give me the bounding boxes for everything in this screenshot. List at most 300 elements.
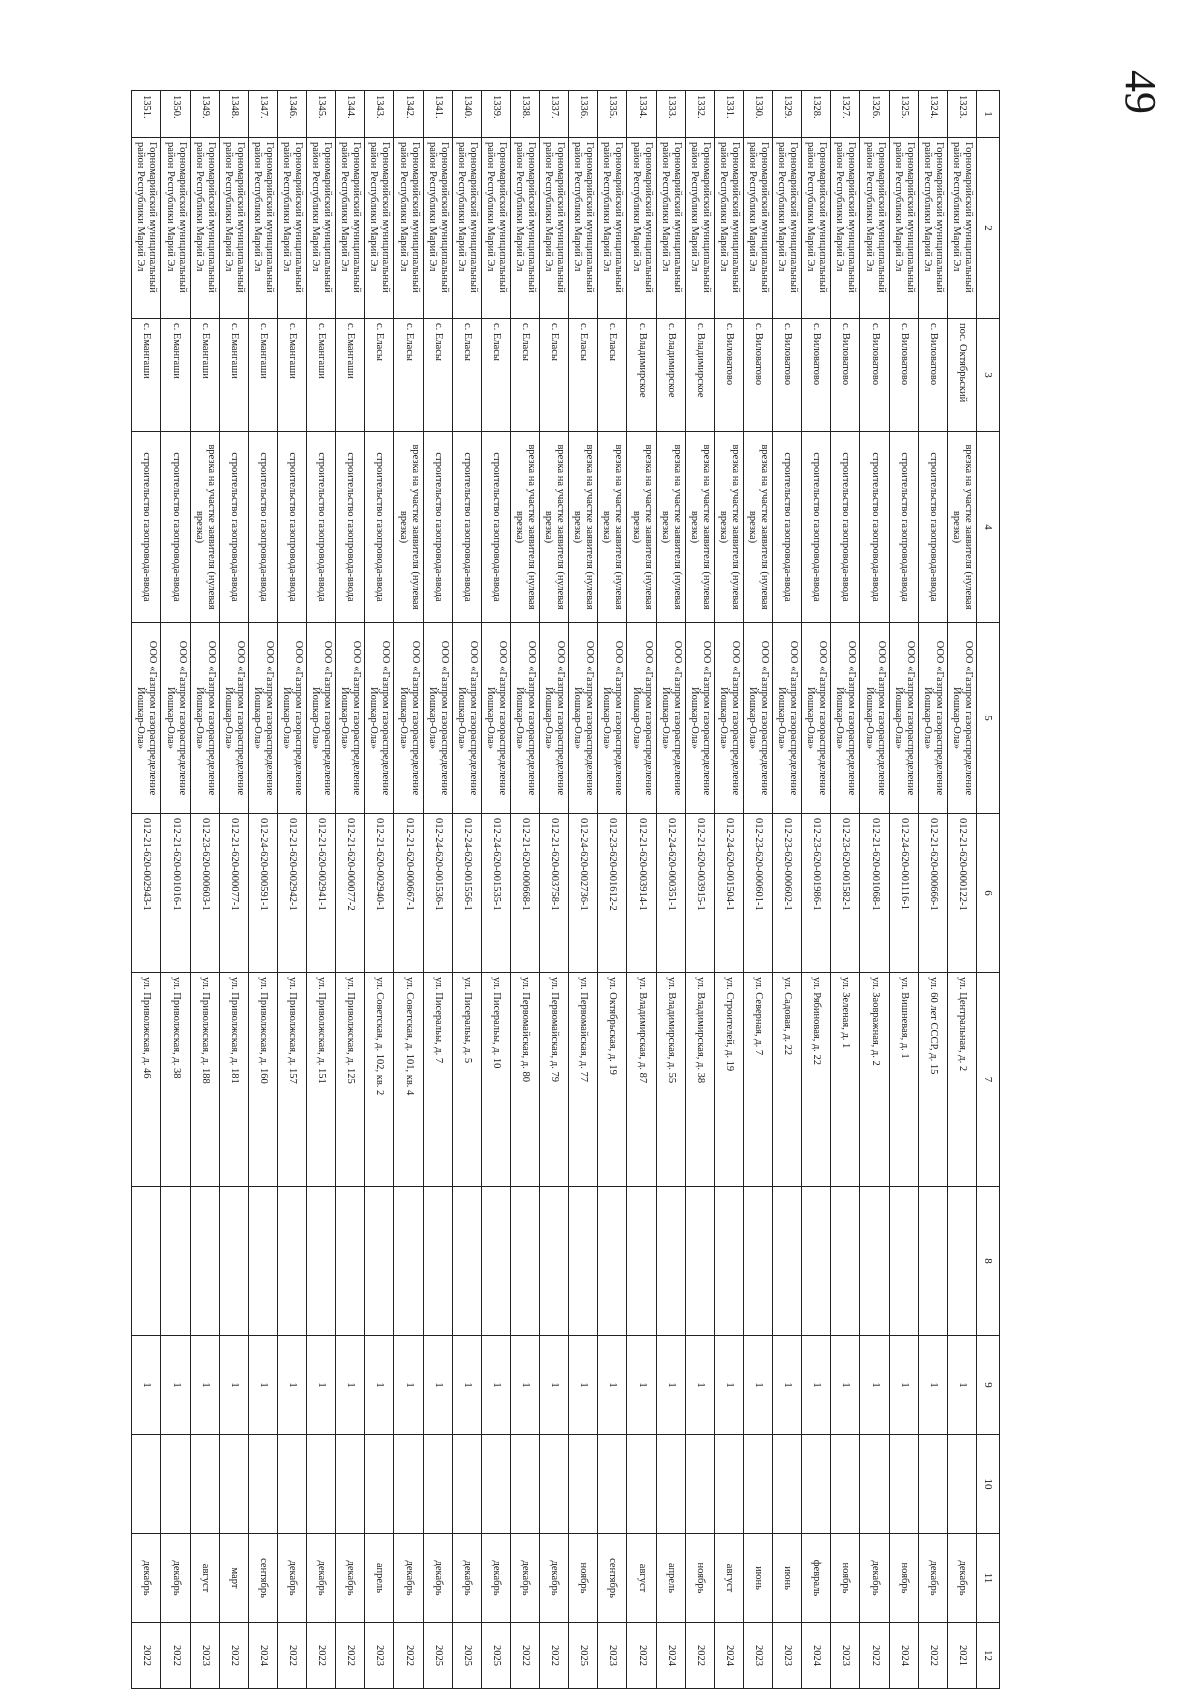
settlement-cell: с. Виловатово	[918, 319, 947, 432]
application-code-cell: 012-21-620-000667-1	[394, 814, 423, 973]
month-cell: апрель	[365, 1534, 394, 1623]
month-cell: ноябрь	[889, 1534, 918, 1623]
month-cell: декабрь	[511, 1534, 540, 1623]
application-code-cell: 012-23-620-000601-1	[744, 814, 773, 973]
column-10-cell	[656, 1435, 685, 1534]
organization-cell: ООО «Газпром газораспределение Йошкар-Ола»	[831, 623, 860, 814]
column-number-row	[977, 91, 1000, 1689]
quantity-cell: 1	[394, 1336, 423, 1435]
row-number: 1345.	[307, 91, 336, 138]
column-header-4: 4	[977, 432, 1000, 623]
column-10-cell	[132, 1435, 161, 1534]
year-cell: 2025	[481, 1623, 510, 1689]
application-code-cell: 012-21-620-002941-1	[307, 814, 336, 973]
quantity-cell: 1	[685, 1336, 714, 1435]
column-8-cell	[132, 1187, 161, 1336]
quantity-cell: 1	[423, 1336, 452, 1435]
month-cell: декабрь	[918, 1534, 947, 1623]
district-cell: Горномарийский муниципальный район Республики Марий Эл	[831, 138, 860, 319]
month-cell: декабрь	[278, 1534, 307, 1623]
district-cell: Горномарийский муниципальный район Республики Марий Эл	[685, 138, 714, 319]
column-10-cell	[307, 1435, 336, 1534]
year-cell: 2021	[947, 1623, 976, 1689]
column-10-cell	[744, 1435, 773, 1534]
month-cell: ноябрь	[831, 1534, 860, 1623]
column-8-cell	[219, 1187, 248, 1336]
application-code-cell: 012-21-620-003915-1	[685, 814, 714, 973]
month-cell: декабрь	[860, 1534, 889, 1623]
table-row	[773, 91, 802, 1689]
column-10-cell	[452, 1435, 481, 1534]
year-cell: 2022	[627, 1623, 656, 1689]
year-cell: 2024	[889, 1623, 918, 1689]
month-cell: июнь	[773, 1534, 802, 1623]
work-type-cell: врезка на участке заявителя (нулевая врезка)	[190, 432, 219, 623]
column-header-2: 2	[977, 138, 1000, 319]
work-type-cell: врезка на участке заявителя (нулевая врезка)	[540, 432, 569, 623]
quantity-cell: 1	[219, 1336, 248, 1435]
column-8-cell	[714, 1187, 743, 1336]
work-type-cell: врезка на участке заявителя (нулевая врезка)	[744, 432, 773, 623]
row-number: 1327.	[831, 91, 860, 138]
settlement-cell: с. Емангаши	[248, 319, 277, 432]
work-type-cell: строительство газопровода-ввода	[365, 432, 394, 623]
column-8-cell	[248, 1187, 277, 1336]
work-type-cell: врезка на участке заявителя (нулевая врезка)	[656, 432, 685, 623]
table-row	[831, 91, 860, 1689]
quantity-cell: 1	[598, 1336, 627, 1435]
settlement-cell: с. Емангаши	[219, 319, 248, 432]
work-type-cell: врезка на участке заявителя (нулевая врезка)	[569, 432, 598, 623]
organization-cell: ООО «Газпром газораспределение Йошкар-Ола»	[918, 623, 947, 814]
column-header-7: 7	[977, 973, 1000, 1187]
district-cell: Горномарийский муниципальный район Республики Марий Эл	[918, 138, 947, 319]
table-row	[714, 91, 743, 1689]
column-8-cell	[190, 1187, 219, 1336]
column-8-cell	[481, 1187, 510, 1336]
table-row	[569, 91, 598, 1689]
column-8-cell	[918, 1187, 947, 1336]
row-number: 1331.	[714, 91, 743, 138]
column-header-11: 11	[977, 1534, 1000, 1623]
column-8-cell	[773, 1187, 802, 1336]
row-number: 1324.	[918, 91, 947, 138]
organization-cell: ООО «Газпром газораспределение Йошкар-Ола»	[802, 623, 831, 814]
work-type-cell: врезка на участке заявителя (нулевая врезка)	[511, 432, 540, 623]
application-code-cell: 012-21-620-000077-2	[336, 814, 365, 973]
column-10-cell	[918, 1435, 947, 1534]
work-type-cell: врезка на участке заявителя (нулевая врезка)	[394, 432, 423, 623]
work-type-cell: врезка на участке заявителя (нулевая врезка)	[685, 432, 714, 623]
column-10-cell	[860, 1435, 889, 1534]
column-8-cell	[598, 1187, 627, 1336]
organization-cell: ООО «Газпром газораспределение Йошкар-Ола»	[744, 623, 773, 814]
column-header-5: 5	[977, 623, 1000, 814]
work-type-cell: строительство газопровода-ввода	[452, 432, 481, 623]
row-number: 1344.	[336, 91, 365, 138]
organization-cell: ООО «Газпром газораспределение Йошкар-Ола»	[219, 623, 248, 814]
column-10-cell	[540, 1435, 569, 1534]
column-header-8: 8	[977, 1187, 1000, 1336]
column-header-12: 12	[977, 1623, 1000, 1689]
table-row	[598, 91, 627, 1689]
month-cell: июнь	[744, 1534, 773, 1623]
row-number: 1342.	[394, 91, 423, 138]
organization-cell: ООО «Газпром газораспределение Йошкар-Ола»	[656, 623, 685, 814]
column-8-cell	[336, 1187, 365, 1336]
application-code-cell: 012-23-620-001986-1	[802, 814, 831, 973]
settlement-cell: с. Владимирское	[685, 319, 714, 432]
application-code-cell: 012-24-620-002736-1	[569, 814, 598, 973]
month-cell: ноябрь	[685, 1534, 714, 1623]
organization-cell: ООО «Газпром газораспределение Йошкар-Ола»	[423, 623, 452, 814]
year-cell: 2022	[336, 1623, 365, 1689]
column-8-cell	[744, 1187, 773, 1336]
table-row	[656, 91, 685, 1689]
district-cell: Горномарийский муниципальный район Республики Марий Эл	[219, 138, 248, 319]
work-type-cell: строительство газопровода-ввода	[481, 432, 510, 623]
table-row	[161, 91, 190, 1689]
application-code-cell: 012-21-620-000122-1	[947, 814, 976, 973]
work-type-cell: строительство газопровода-ввода	[278, 432, 307, 623]
district-cell: Горномарийский муниципальный район Республики Марий Эл	[773, 138, 802, 319]
application-code-cell: 012-21-620-002943-1	[132, 814, 161, 973]
quantity-cell: 1	[336, 1336, 365, 1435]
settlement-cell: с. Емангаши	[132, 319, 161, 432]
row-number: 1333.	[656, 91, 685, 138]
year-cell: 2023	[744, 1623, 773, 1689]
address-cell: ул. Приволжская, д. 151	[307, 973, 336, 1187]
work-type-cell: строительство газопровода-ввода	[860, 432, 889, 623]
column-8-cell	[540, 1187, 569, 1336]
month-cell: август	[190, 1534, 219, 1623]
organization-cell: ООО «Газпром газораспределение Йошкар-Ола»	[947, 623, 976, 814]
column-10-cell	[598, 1435, 627, 1534]
year-cell: 2024	[802, 1623, 831, 1689]
year-cell: 2023	[190, 1623, 219, 1689]
column-8-cell	[627, 1187, 656, 1336]
address-cell: ул. Приволжская, д. 38	[161, 973, 190, 1187]
organization-cell: ООО «Газпром газораспределение Йошкар-Ола»	[714, 623, 743, 814]
table-row	[452, 91, 481, 1689]
year-cell: 2024	[656, 1623, 685, 1689]
settlement-cell: с. Виловатово	[802, 319, 831, 432]
quantity-cell: 1	[511, 1336, 540, 1435]
month-cell: декабрь	[452, 1534, 481, 1623]
application-code-cell: 012-24-620-000351-1	[656, 814, 685, 973]
district-cell: Горномарийский муниципальный район Республики Марий Эл	[889, 138, 918, 319]
year-cell: 2022	[219, 1623, 248, 1689]
district-cell: Горномарийский муниципальный район Республики Марий Эл	[569, 138, 598, 319]
year-cell: 2022	[132, 1623, 161, 1689]
work-type-cell: строительство газопровода-ввода	[802, 432, 831, 623]
year-cell: 2022	[918, 1623, 947, 1689]
address-cell: ул. Владимирская, д. 55	[656, 973, 685, 1187]
organization-cell: ООО «Газпром газораспределение Йошкар-Ола»	[336, 623, 365, 814]
month-cell: декабрь	[161, 1534, 190, 1623]
column-10-cell	[190, 1435, 219, 1534]
table-row	[802, 91, 831, 1689]
address-cell: ул. Рябиновая, д. 22	[802, 973, 831, 1187]
column-10-cell	[248, 1435, 277, 1534]
work-type-cell: врезка на участке заявителя (нулевая врезка)	[627, 432, 656, 623]
application-code-cell: 012-21-620-001016-1	[161, 814, 190, 973]
work-type-cell: строительство газопровода-ввода	[918, 432, 947, 623]
address-cell: ул. Первомайская, д. 77	[569, 973, 598, 1187]
table-row	[278, 91, 307, 1689]
organization-cell: ООО «Газпром газораспределение Йошкар-Ола»	[569, 623, 598, 814]
address-cell: ул. Приволжская, д. 157	[278, 973, 307, 1187]
district-cell: Горномарийский муниципальный район Республики Марий Эл	[161, 138, 190, 319]
month-cell: сентябрь	[248, 1534, 277, 1623]
organization-cell: ООО «Газпром газораспределение Йошкар-Ола»	[307, 623, 336, 814]
application-code-cell: 012-23-620-001582-1	[831, 814, 860, 973]
application-code-cell: 012-21-620-000668-1	[511, 814, 540, 973]
month-cell: декабрь	[481, 1534, 510, 1623]
application-code-cell: 012-21-620-000077-1	[219, 814, 248, 973]
district-cell: Горномарийский муниципальный район Республики Марий Эл	[802, 138, 831, 319]
table-row	[685, 91, 714, 1689]
settlement-cell: с. Виловатово	[744, 319, 773, 432]
settlement-cell: с. Виловатово	[889, 319, 918, 432]
settlement-cell: с. Еласы	[394, 319, 423, 432]
quantity-cell: 1	[278, 1336, 307, 1435]
address-cell: ул. Октябрьская, д. 19	[598, 973, 627, 1187]
work-type-cell: строительство газопровода-ввода	[132, 432, 161, 623]
settlement-cell: с. Владимирское	[656, 319, 685, 432]
quantity-cell: 1	[802, 1336, 831, 1435]
row-number: 1339.	[481, 91, 510, 138]
address-cell: ул. Первомайская, д. 79	[540, 973, 569, 1187]
table-row	[918, 91, 947, 1689]
column-10-cell	[773, 1435, 802, 1534]
address-cell: ул. Вишневая, д. 1	[889, 973, 918, 1187]
year-cell: 2025	[423, 1623, 452, 1689]
table-row	[540, 91, 569, 1689]
settlement-cell: с. Виловатово	[860, 319, 889, 432]
organization-cell: ООО «Газпром газораспределение Йошкар-Ола»	[278, 623, 307, 814]
application-code-cell: 012-21-620-000666-1	[918, 814, 947, 973]
work-type-cell: строительство газопровода-ввода	[248, 432, 277, 623]
column-8-cell	[511, 1187, 540, 1336]
address-cell: ул. Приволжская, д. 46	[132, 973, 161, 1187]
district-cell: Горномарийский муниципальный район Республики Марий Эл	[744, 138, 773, 319]
application-code-cell: 012-24-620-001504-1	[714, 814, 743, 973]
district-cell: Горномарийский муниципальный район Республики Марий Эл	[481, 138, 510, 319]
organization-cell: ООО «Газпром газораспределение Йошкар-Ола»	[190, 623, 219, 814]
settlement-cell: с. Емангаши	[336, 319, 365, 432]
work-type-cell: строительство газопровода-ввода	[889, 432, 918, 623]
district-cell: Горномарийский муниципальный район Республики Марий Эл	[860, 138, 889, 319]
row-number: 1335.	[598, 91, 627, 138]
organization-cell: ООО «Газпром газораспределение Йошкар-Ола»	[685, 623, 714, 814]
quantity-cell: 1	[481, 1336, 510, 1435]
gas-connection-table	[131, 90, 1000, 1689]
column-10-cell	[481, 1435, 510, 1534]
table-row	[744, 91, 773, 1689]
organization-cell: ООО «Газпром газораспределение Йошкар-Ола»	[132, 623, 161, 814]
year-cell: 2022	[394, 1623, 423, 1689]
organization-cell: ООО «Газпром газораспределение Йошкар-Ола»	[452, 623, 481, 814]
row-number: 1325.	[889, 91, 918, 138]
work-type-cell: строительство газопровода-ввода	[831, 432, 860, 623]
column-header-1: 1	[977, 91, 1000, 138]
month-cell: декабрь	[336, 1534, 365, 1623]
organization-cell: ООО «Газпром газораспределение Йошкар-Ола»	[481, 623, 510, 814]
address-cell: ул. Зеленая, д. 1	[831, 973, 860, 1187]
row-number: 1338.	[511, 91, 540, 138]
district-cell: Горномарийский муниципальный район Республики Марий Эл	[598, 138, 627, 319]
work-type-cell: строительство газопровода-ввода	[307, 432, 336, 623]
month-cell: декабрь	[947, 1534, 976, 1623]
row-number: 1343.	[365, 91, 394, 138]
address-cell: ул. Строителей, д. 19	[714, 973, 743, 1187]
application-code-cell: 012-21-620-001068-1	[860, 814, 889, 973]
column-10-cell	[278, 1435, 307, 1534]
organization-cell: ООО «Газпром газораспределение Йошкар-Ола»	[598, 623, 627, 814]
month-cell: апрель	[656, 1534, 685, 1623]
quantity-cell: 1	[365, 1336, 394, 1435]
column-10-cell	[947, 1435, 976, 1534]
column-10-cell	[569, 1435, 598, 1534]
table-row	[336, 91, 365, 1689]
row-number: 1334.	[627, 91, 656, 138]
work-type-cell: врезка на участке заявителя (нулевая врезка)	[947, 432, 976, 623]
address-cell: ул. Владимирская, д. 87	[627, 973, 656, 1187]
address-cell: ул. 60 лет СССР, д. 15	[918, 973, 947, 1187]
quantity-cell: 1	[889, 1336, 918, 1435]
application-code-cell: 012-21-620-003914-1	[627, 814, 656, 973]
year-cell: 2022	[860, 1623, 889, 1689]
quantity-cell: 1	[132, 1336, 161, 1435]
application-code-cell: 012-24-620-001535-1	[481, 814, 510, 973]
settlement-cell: с. Емангаши	[278, 319, 307, 432]
organization-cell: ООО «Газпром газораспределение Йошкар-Ола»	[773, 623, 802, 814]
organization-cell: ООО «Газпром газораспределение Йошкар-Ола»	[394, 623, 423, 814]
year-cell: 2023	[773, 1623, 802, 1689]
organization-cell: ООО «Газпром газораспределение Йошкар-Ола»	[860, 623, 889, 814]
year-cell: 2023	[831, 1623, 860, 1689]
year-cell: 2022	[685, 1623, 714, 1689]
month-cell: декабрь	[132, 1534, 161, 1623]
district-cell: Горномарийский муниципальный район Республики Марий Эл	[278, 138, 307, 319]
district-cell: Горномарийский муниципальный район Республики Марий Эл	[190, 138, 219, 319]
year-cell: 2025	[569, 1623, 598, 1689]
row-number: 1336.	[569, 91, 598, 138]
district-cell: Горномарийский муниципальный район Республики Марий Эл	[714, 138, 743, 319]
quantity-cell: 1	[831, 1336, 860, 1435]
column-8-cell	[947, 1187, 976, 1336]
quantity-cell: 1	[714, 1336, 743, 1435]
column-header-10: 10	[977, 1435, 1000, 1534]
organization-cell: ООО «Газпром газораспределение Йошкар-Ола»	[627, 623, 656, 814]
quantity-cell: 1	[947, 1336, 976, 1435]
column-10-cell	[802, 1435, 831, 1534]
column-8-cell	[860, 1187, 889, 1336]
row-number: 1340.	[452, 91, 481, 138]
organization-cell: ООО «Газпром газораспределение Йошкар-Ола»	[889, 623, 918, 814]
row-number: 1350.	[161, 91, 190, 138]
year-cell: 2022	[307, 1623, 336, 1689]
address-cell: ул. Писеральы, д. 5	[452, 973, 481, 1187]
column-10-cell	[714, 1435, 743, 1534]
work-type-cell: строительство газопровода-ввода	[219, 432, 248, 623]
district-cell: Горномарийский муниципальный район Республики Марий Эл	[336, 138, 365, 319]
row-number: 1328.	[802, 91, 831, 138]
application-code-cell: 012-24-620-000591-1	[248, 814, 277, 973]
settlement-cell: с. Еласы	[511, 319, 540, 432]
table-row	[627, 91, 656, 1689]
application-code-cell: 012-24-620-001536-1	[423, 814, 452, 973]
address-cell: ул. Заовражная, д. 2	[860, 973, 889, 1187]
work-type-cell: строительство газопровода-ввода	[423, 432, 452, 623]
table-row	[511, 91, 540, 1689]
year-cell: 2023	[365, 1623, 394, 1689]
quantity-cell: 1	[452, 1336, 481, 1435]
column-8-cell	[423, 1187, 452, 1336]
table-row	[947, 91, 976, 1689]
application-code-cell: 012-23-620-001612-2	[598, 814, 627, 973]
settlement-cell: с. Владимирское	[627, 319, 656, 432]
district-cell: Горномарийский муниципальный район Республики Марий Эл	[540, 138, 569, 319]
column-8-cell	[161, 1187, 190, 1336]
address-cell: ул. Центральная, д. 2	[947, 973, 976, 1187]
organization-cell: ООО «Газпром газораспределение Йошкар-Ола»	[161, 623, 190, 814]
table-row	[248, 91, 277, 1689]
address-cell: ул. Садовая, д. 22	[773, 973, 802, 1187]
district-cell: Горномарийский муниципальный район Республики Марий Эл	[947, 138, 976, 319]
table-row	[423, 91, 452, 1689]
quantity-cell: 1	[627, 1336, 656, 1435]
district-cell: Горномарийский муниципальный район Республики Марий Эл	[248, 138, 277, 319]
application-code-cell: 012-21-620-002942-1	[278, 814, 307, 973]
address-cell: ул. Приволжская, д. 125	[336, 973, 365, 1187]
column-10-cell	[831, 1435, 860, 1534]
table-row	[132, 91, 161, 1689]
settlement-cell: с. Виловатово	[773, 319, 802, 432]
column-8-cell	[394, 1187, 423, 1336]
month-cell: декабрь	[423, 1534, 452, 1623]
quantity-cell: 1	[569, 1336, 598, 1435]
row-number: 1346.	[278, 91, 307, 138]
column-8-cell	[802, 1187, 831, 1336]
year-cell: 2024	[714, 1623, 743, 1689]
quantity-cell: 1	[248, 1336, 277, 1435]
application-code-cell: 012-21-620-003758-1	[540, 814, 569, 973]
table-row	[481, 91, 510, 1689]
table-row	[365, 91, 394, 1689]
column-8-cell	[452, 1187, 481, 1336]
month-cell: август	[627, 1534, 656, 1623]
district-cell: Горномарийский муниципальный район Республики Марий Эл	[307, 138, 336, 319]
settlement-cell: с. Еласы	[423, 319, 452, 432]
organization-cell: ООО «Газпром газораспределение Йошкар-Ола»	[365, 623, 394, 814]
row-number: 1323.	[947, 91, 976, 138]
address-cell: ул. Владимирская, д. 38	[685, 973, 714, 1187]
district-cell: Горномарийский муниципальный район Республики Марий Эл	[132, 138, 161, 319]
month-cell: март	[219, 1534, 248, 1623]
organization-cell: ООО «Газпром газораспределение Йошкар-Ола»	[540, 623, 569, 814]
column-10-cell	[511, 1435, 540, 1534]
month-cell: ноябрь	[569, 1534, 598, 1623]
row-number: 1330.	[744, 91, 773, 138]
month-cell: декабрь	[540, 1534, 569, 1623]
month-cell: декабрь	[394, 1534, 423, 1623]
settlement-cell: с. Еласы	[481, 319, 510, 432]
quantity-cell: 1	[540, 1336, 569, 1435]
application-code-cell: 012-24-620-001116-1	[889, 814, 918, 973]
year-cell: 2024	[248, 1623, 277, 1689]
